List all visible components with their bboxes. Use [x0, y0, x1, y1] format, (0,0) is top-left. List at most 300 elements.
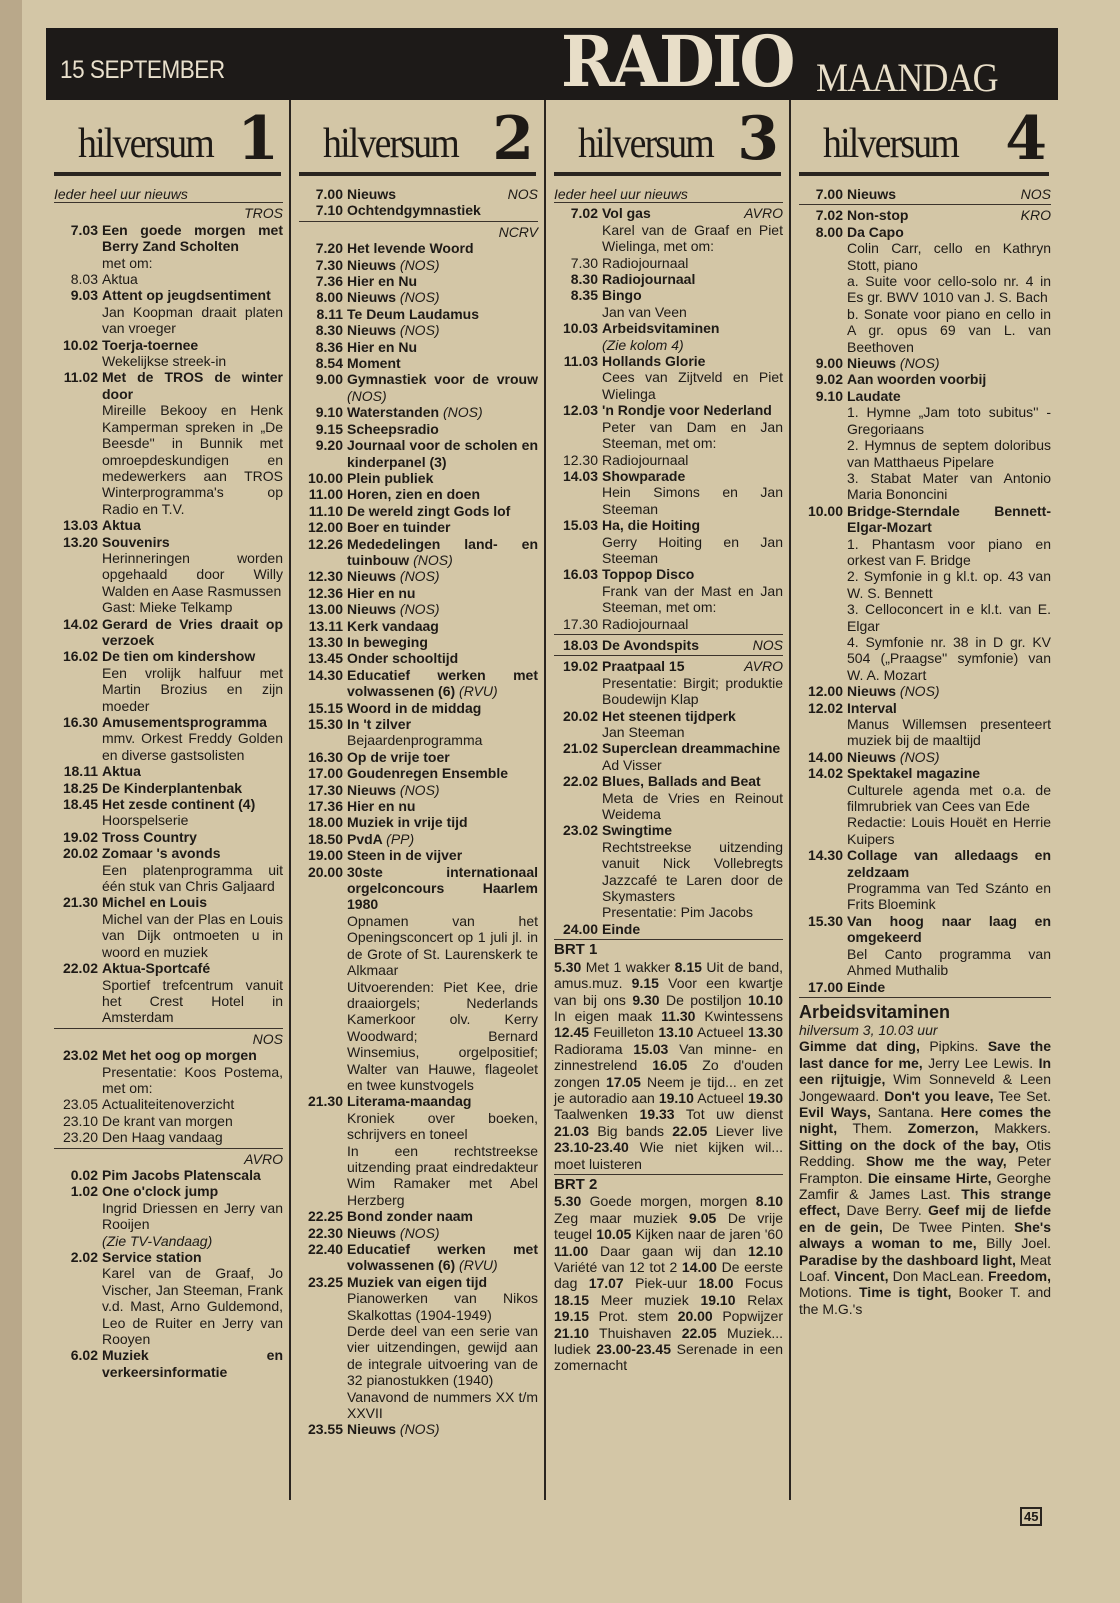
program-description: 3. Celloconcert in e kl.t. van E. Elgar	[847, 601, 1051, 634]
program-title: Radiojournaal	[602, 254, 689, 271]
program-title: Bond zonder naam	[347, 1208, 474, 1225]
program-description: Vanavond de nummers XX t/m XXVII	[347, 1388, 538, 1422]
song-artist: Jerry Lee Lewis.	[928, 1054, 1034, 1071]
brt-time: 9.15	[631, 975, 659, 992]
program-title: Steen in de vijver	[347, 847, 463, 864]
brt-schedule	[554, 942, 783, 1172]
program-time: 23.02	[562, 822, 598, 839]
program-title-wrap	[102, 1183, 283, 1199]
program-entry	[554, 205, 783, 254]
program-entry	[299, 371, 538, 404]
song-title: Zomerzon,	[907, 1120, 979, 1137]
program-entry	[299, 749, 538, 765]
song-artist: Wim Sonneveld & Leen Jongewaard.	[799, 1071, 1051, 1104]
program-time: 6.02	[70, 1347, 98, 1364]
program-entry	[299, 716, 538, 749]
program-title: Onder schooltijd	[347, 650, 459, 667]
hourly-news-note: Ieder heel uur nieuws	[54, 186, 283, 203]
song-title: Geef mij de liefde en de gein,	[799, 1202, 1052, 1235]
program-title-wrap	[347, 601, 538, 617]
program-time: 23.10	[62, 1112, 98, 1129]
brt-time: 19.30	[747, 1089, 784, 1106]
program-entry	[299, 798, 538, 814]
program-time: 16.02	[62, 648, 98, 665]
program-title: Superclean dreammachine	[602, 740, 781, 757]
brt-time: 8.10	[755, 1193, 784, 1210]
program-title-wrap	[347, 568, 538, 584]
song-artist: De Twee Pinten.	[891, 1218, 1006, 1235]
program-entry	[799, 913, 1051, 979]
program-title-wrap	[347, 716, 538, 732]
program-title: Waterstanden	[347, 404, 440, 421]
brt-time: 13.30	[747, 1024, 784, 1041]
program-title: Radiojournaal	[602, 451, 689, 468]
program-title-wrap	[347, 371, 538, 404]
station-heading	[799, 100, 1049, 176]
program-description: Programma van Ted Szánto en Frits Bloemink	[847, 880, 1051, 913]
program-title-wrap	[602, 822, 783, 838]
brt-program: In eigen maak	[554, 1007, 653, 1024]
program-time: 7.02	[570, 205, 598, 222]
brt-time: 17.05	[605, 1073, 641, 1090]
program-entry	[554, 637, 783, 653]
brt-station-name: BRT 1	[554, 941, 598, 959]
program-description: Manus Willemsen presenteert muziek bij de maaltijd	[847, 716, 1051, 749]
program-time: 8.03	[70, 271, 98, 288]
program-description: Mireille Bekooy en Henk Kamperman spreken in „De Beesde'' in Bunnik met omroepdeskundigen en medewerkers aan TROS Winterprogramma's op Radio en T.V.	[102, 402, 283, 517]
program-title-wrap	[102, 534, 283, 550]
brt-program: Feuilleton	[593, 1024, 655, 1041]
program-entry	[54, 648, 283, 714]
program-title-wrap	[602, 708, 783, 724]
program-title-wrap	[347, 503, 538, 519]
program-entry	[54, 763, 283, 779]
program-description: Karel van de Graaf, Jo Vischer, Jan Steeman, Frank v.d. Mast, Arno Guldemond, Leo de Ruiter en Jerry van Rooyen	[102, 1265, 283, 1348]
program-time: 15.30	[807, 912, 843, 929]
program-time: 17.30	[307, 781, 343, 798]
program-description: Pianowerken van Nikos Skalkottas (1904-1949)	[347, 1290, 538, 1323]
brt-program: Piek-uur	[635, 1275, 688, 1292]
brt-program: Relax	[747, 1291, 784, 1308]
program-title-wrap	[847, 913, 1051, 946]
program-note: (Zie TV-Vandaag)	[102, 1232, 213, 1249]
program-title: Einde	[602, 920, 641, 937]
station-name: hilversum	[578, 121, 713, 167]
program-title-wrap	[102, 1096, 283, 1112]
program-title-wrap	[347, 634, 538, 650]
program-time: 16.30	[62, 714, 98, 730]
program-title-wrap	[347, 847, 538, 863]
program-title: Scheepsradio	[347, 420, 439, 437]
program-entry	[554, 287, 783, 320]
program-entry	[554, 517, 783, 566]
program-time: 15.30	[307, 716, 343, 732]
song-title: Evil Ways,	[799, 1103, 871, 1120]
program-time: 21.30	[62, 894, 98, 911]
program-time: 13.11	[308, 617, 343, 634]
program-description: Rechtstreekse uitzending vanuit Nick Vollebregts Jazzcafé te Laren door de Skymasters	[602, 838, 783, 905]
program-title: De krant van morgen	[102, 1112, 233, 1129]
brt-time: 12.10	[747, 1242, 783, 1259]
program-title-wrap	[602, 740, 783, 756]
broadcaster-label: AVRO	[244, 1150, 283, 1167]
program-entry	[54, 271, 283, 287]
program-time: 23.02	[62, 1047, 98, 1064]
program-entry	[54, 1167, 283, 1183]
program-title: Interval	[847, 699, 897, 716]
program-title: Bridge-Sterndale Bennett-Elgar-Mozart	[847, 502, 1051, 536]
program-title: Toppop Disco	[602, 566, 695, 583]
program-entry	[299, 700, 538, 716]
program-description: Herinneringen worden opgehaald door Willy Walden en Aase Rasmussen	[102, 549, 283, 599]
program-entry	[299, 519, 538, 535]
program-title-wrap	[347, 618, 538, 634]
program-time: 10.00	[307, 469, 343, 486]
program-time: 8.54	[315, 355, 343, 372]
program-time: 8.30	[315, 322, 343, 339]
program-title-wrap	[847, 749, 1051, 765]
station-heading	[554, 100, 781, 176]
program-time: 15.15	[307, 699, 343, 716]
program-list	[546, 176, 789, 1374]
playlist	[799, 1038, 1051, 1317]
program-title-wrap	[347, 355, 538, 371]
program-time: 14.02	[807, 765, 843, 782]
program-entry	[299, 568, 538, 584]
program-title: Ochtendgymnastiek	[347, 202, 481, 219]
program-time: 11.02	[63, 369, 98, 386]
program-title-wrap	[602, 658, 783, 674]
program-title: Hollands Glorie	[602, 353, 706, 370]
program-entry	[299, 273, 538, 289]
brt-time: 9.05	[689, 1209, 717, 1226]
column-hilversum-3	[546, 100, 791, 1500]
program-title: Service station	[102, 1249, 202, 1265]
program-title-wrap	[347, 339, 538, 355]
program-entry	[799, 847, 1051, 913]
station-name: hilversum	[823, 121, 958, 167]
program-entry	[299, 1274, 538, 1422]
brt-program: De postiljon	[665, 991, 742, 1008]
brt-program: Zo d'ouden zongen	[554, 1057, 784, 1090]
program-broadcaster: (NOS)	[399, 568, 440, 585]
song-artist: Georghe Zamfir & James Last.	[799, 1169, 1052, 1202]
program-entry	[54, 534, 283, 616]
program-description: 2. Symfonie in g kl.t. op. 43 van W. S. Bennett	[847, 568, 1051, 601]
program-title-wrap	[102, 1249, 283, 1265]
program-description: Hein Simons en Jan Steeman	[602, 484, 783, 517]
song-title: This strange effect,	[799, 1185, 1051, 1219]
program-title: Journaal voor de scholen en kinderpanel (3)	[347, 437, 538, 470]
program-time: 19.02	[562, 658, 598, 675]
program-title-wrap	[347, 202, 538, 218]
program-title: De Avondspits	[602, 636, 699, 653]
program-time: 1.02	[70, 1183, 98, 1200]
program-title-wrap	[847, 765, 1051, 781]
program-entry	[799, 749, 1051, 765]
program-entry	[554, 271, 783, 287]
brt-time: 5.30	[554, 958, 582, 975]
program-title: Radiojournaal	[602, 271, 696, 288]
program-title: Actualiteitenoverzicht	[102, 1096, 235, 1113]
program-title: Tross Country	[102, 828, 197, 845]
program-title-wrap	[847, 207, 1051, 223]
program-time: 9.02	[815, 371, 843, 388]
brt-time: 10.10	[748, 991, 784, 1008]
program-time: 8.11	[316, 305, 343, 322]
program-title: Te Deum Laudamus	[347, 305, 479, 322]
brt-program: Big bands	[597, 1122, 664, 1139]
program-time: 13.20	[62, 533, 98, 550]
divider	[799, 204, 1051, 205]
box-title: Arbeidsvitaminen	[799, 1001, 951, 1022]
program-title-wrap	[347, 306, 538, 322]
program-time: 12.36	[307, 584, 343, 601]
program-time: 12.26	[307, 535, 343, 552]
program-time: 7.30	[570, 254, 598, 271]
program-title: Nieuws	[347, 1421, 397, 1438]
program-title: Zomaar 's avonds	[102, 845, 221, 862]
brt-program: Uit de band, amus.muz.	[554, 958, 784, 992]
program-title: Nieuws	[847, 186, 897, 202]
program-time: 18.50	[307, 830, 343, 847]
program-broadcaster: (NOS)	[899, 748, 940, 765]
program-time: 18.25	[62, 779, 98, 796]
program-entry	[299, 1208, 538, 1224]
program-title: Aktua	[102, 271, 138, 288]
program-title-wrap	[347, 667, 538, 700]
program-description: Frank van der Mast en Jan Steeman, met om:	[602, 582, 783, 616]
brt-time: 13.10	[658, 1024, 694, 1041]
program-description: Hoorspelserie	[102, 812, 189, 829]
program-title-wrap	[602, 773, 783, 789]
program-time: 7.00	[315, 186, 343, 202]
program-title: Muziek en verkeersinformatie	[102, 1347, 283, 1380]
brt-program: Prot. stem	[598, 1308, 669, 1325]
brt-time: 11.30	[661, 1007, 696, 1024]
program-time: 21.02	[562, 740, 598, 757]
program-time: 13.03	[62, 517, 98, 534]
program-time: 7.03	[70, 221, 98, 238]
program-title-wrap	[102, 1047, 283, 1063]
brt-program: Zeg maar muziek	[554, 1209, 678, 1226]
brt-program: Met 1 wakker	[585, 958, 671, 975]
program-broadcaster: (NOS)	[399, 781, 440, 798]
song-artist: Pipkins.	[929, 1038, 979, 1055]
program-title-wrap	[347, 486, 538, 502]
program-title-wrap	[847, 224, 1051, 240]
program-title-wrap	[102, 780, 283, 796]
program-time: 13.45	[307, 650, 343, 667]
program-time: 14.30	[807, 847, 843, 864]
program-title: Spektakel magazine	[847, 765, 981, 782]
program-broadcaster: (RVU)	[459, 683, 498, 700]
program-title-wrap	[347, 519, 538, 535]
song-title: In een rijtuigje,	[799, 1054, 1052, 1088]
column-hilversum-4	[791, 100, 1057, 1500]
column-hilversum-2	[291, 100, 546, 1500]
song-title: Show me the way,	[865, 1153, 1007, 1170]
program-entry	[554, 658, 783, 707]
program-title-wrap	[602, 566, 783, 582]
song-artist: Peter Frampton.	[799, 1153, 1051, 1186]
brt-time: 15.03	[633, 1040, 669, 1057]
program-time: 2.02	[70, 1249, 98, 1265]
program-title: Nieuws	[347, 1224, 397, 1241]
program-title: Aktua	[102, 517, 141, 534]
program-title: Blues, Ballads and Beat	[602, 773, 761, 790]
program-time: 22.25	[307, 1208, 343, 1225]
program-title: De wereld zingt Gods lof	[347, 502, 511, 519]
program-title: Michel en Louis	[102, 894, 208, 911]
program-description: met om:	[102, 254, 153, 271]
program-title-wrap	[347, 1274, 538, 1290]
program-title-wrap	[347, 536, 538, 569]
program-title: Het zesde continent (4)	[102, 796, 256, 813]
brt-program: Meer muziek	[600, 1291, 689, 1308]
header-date: 15 SEPTEMBER	[60, 56, 225, 84]
broadcaster-tag: KRO	[1020, 207, 1051, 224]
program-description: Een platenprogramma uit één stuk van Chris Galjaard	[102, 861, 283, 895]
program-title: Goudenregen Ensemble	[347, 765, 509, 782]
song-artist: Motions.	[799, 1284, 852, 1301]
program-time: 10.03	[562, 320, 598, 337]
program-entry	[554, 452, 783, 468]
program-entry	[554, 773, 783, 822]
program-title: Swingtime	[602, 822, 673, 839]
program-time: 23.25	[307, 1273, 343, 1290]
brt-program: Radiorama	[554, 1040, 623, 1057]
program-broadcaster: (RVU)	[459, 1257, 498, 1274]
program-title: Educatief werken met volwassenen (6)	[347, 1241, 538, 1274]
brt-program: Liever live	[715, 1122, 784, 1139]
program-time: 9.15	[315, 420, 343, 437]
program-title-wrap	[347, 814, 538, 830]
program-time: 15.03	[562, 517, 598, 534]
program-title-wrap	[347, 864, 538, 913]
program-entry	[299, 634, 538, 650]
program-title: De tien om kindershow	[102, 648, 256, 665]
program-title: Radiojournaal	[602, 615, 689, 632]
header-day: MAANDAG	[816, 55, 998, 100]
program-title: 30ste internationaal orgelconcours Haarlem 1980	[347, 863, 538, 913]
broadcaster-tag: NOS	[507, 186, 538, 202]
brt-program: Taalwenken	[554, 1106, 628, 1123]
program-entry	[299, 404, 538, 420]
program-title: Een goede morgen met Berry Zand Scholten	[102, 221, 283, 255]
song-artist: Dave Berry.	[846, 1202, 922, 1219]
program-title: Nieuws	[347, 781, 397, 798]
program-title-wrap	[847, 503, 1051, 536]
program-title-wrap	[347, 1208, 538, 1224]
program-title-wrap	[102, 845, 283, 861]
program-entry	[554, 255, 783, 271]
brt-time: 23.10-23.40	[554, 1139, 629, 1156]
program-title-wrap	[602, 320, 783, 336]
program-title-wrap	[347, 650, 538, 666]
program-time: 9.03	[70, 287, 98, 304]
program-title: Met het oog op morgen	[102, 1047, 257, 1064]
program-title-wrap	[847, 371, 1051, 387]
program-title-wrap	[102, 337, 283, 353]
broadcaster-tag: NOS	[1020, 186, 1051, 202]
program-description: Peter van Dam en Jan Steeman, met om:	[602, 418, 783, 452]
program-time: 12.30	[562, 451, 598, 468]
program-entry	[554, 740, 783, 773]
program-broadcaster: (NOS)	[442, 404, 483, 421]
program-time: 11.10	[308, 502, 343, 519]
brt-program: Muziek... ludiek	[554, 1324, 783, 1358]
program-entry	[54, 796, 283, 829]
program-time: 16.03	[562, 566, 598, 583]
program-title-wrap	[102, 1129, 283, 1145]
program-title: Plein publiek	[347, 469, 434, 486]
program-time: 18.11	[63, 763, 98, 780]
program-description: Kroniek over boeken, schrijvers en toneel	[347, 1109, 538, 1143]
program-note: (Zie kolom 4)	[602, 336, 684, 353]
program-title: Laudate	[847, 387, 901, 404]
brt-program: Goede morgen, morgen	[589, 1193, 748, 1210]
program-entry	[554, 921, 783, 937]
broadcaster-label: TROS	[244, 205, 283, 222]
program-title-wrap	[347, 782, 538, 798]
program-description: Cees van Zijtveld en Piet Wielinga	[602, 369, 783, 402]
song-artist: Booker T. and the M.G.'s	[799, 1284, 1052, 1317]
program-description: 3. Stabat Mater van Antonio Maria Bononcini	[847, 469, 1051, 503]
program-title: Van hoog naar laag en omgekeerd	[847, 912, 1051, 946]
program-title-wrap	[847, 700, 1051, 716]
program-title-wrap	[102, 714, 283, 730]
program-time: 12.30	[307, 568, 343, 585]
program-time: 7.36	[315, 273, 343, 290]
program-entry	[554, 320, 783, 353]
program-entry	[54, 1047, 283, 1096]
program-description: Presentatie: Koos Postema, met om:	[102, 1063, 283, 1096]
brt-time: 18.15	[554, 1291, 590, 1308]
program-title-wrap	[847, 186, 1051, 202]
program-description: Jan Steeman	[602, 724, 685, 740]
program-time: 18.03	[562, 636, 598, 653]
program-title: Gerard de Vries draait op verzoek	[102, 615, 283, 648]
program-title-wrap	[347, 186, 538, 202]
program-entry	[299, 864, 538, 1094]
program-entry	[299, 601, 538, 617]
program-time: 9.00	[315, 371, 343, 388]
program-entry	[299, 437, 538, 470]
program-description: Jan van Veen	[602, 303, 687, 320]
program-title-wrap	[347, 1093, 538, 1109]
program-time: 9.20	[315, 437, 343, 454]
program-title: Nieuws	[347, 322, 397, 339]
program-time: 18.00	[307, 814, 343, 831]
program-title-wrap	[602, 271, 783, 287]
brt-time: 20.00	[677, 1308, 713, 1325]
program-title: Kerk vandaag	[347, 617, 439, 634]
program-entry	[299, 847, 538, 863]
program-description: Meta de Vries en Reinout Weidema	[602, 789, 783, 823]
program-time: 22.02	[562, 773, 598, 790]
program-entry	[799, 371, 1051, 387]
program-title: Boer en tuinder	[347, 519, 451, 536]
song-artist: Don MacLean.	[892, 1268, 984, 1284]
program-title: In beweging	[347, 633, 428, 650]
program-title: PvdA	[347, 830, 383, 847]
program-description: Bel Canto programma van Ahmed Muthalib	[847, 945, 1051, 979]
program-entry	[799, 979, 1051, 995]
program-title: Einde	[847, 978, 886, 995]
program-title: Aktua	[102, 763, 141, 780]
program-entry	[299, 1093, 538, 1208]
